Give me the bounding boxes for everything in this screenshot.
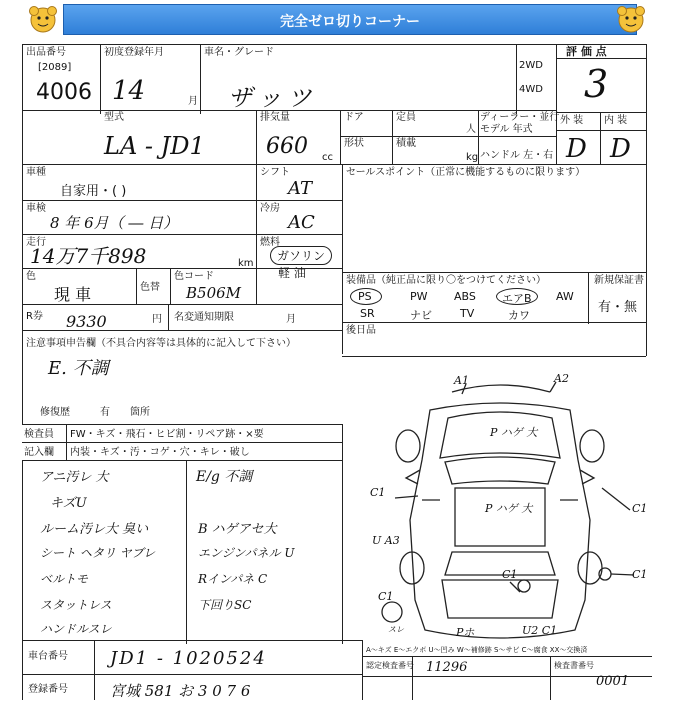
color-code-label: 色コード	[174, 271, 214, 282]
displacement-label: 排気量	[260, 112, 290, 123]
diagram-mark-a1: A1	[454, 374, 469, 387]
dealer-label: ディーラー・並行	[480, 112, 560, 123]
wd4-label: 4WD	[519, 84, 543, 95]
equip-pw: PW	[410, 290, 428, 303]
diagram-mark-rear-p: Pホ	[456, 626, 475, 639]
remark-right-2: B ハゲアセ大	[198, 522, 277, 537]
model-value: LA - JD1	[104, 132, 205, 160]
retrofit-label: 後日品	[346, 325, 376, 336]
diagram-mark-rear-c1: C1	[632, 568, 648, 581]
diagram-mark-hood: P ハゲ 大	[490, 426, 538, 439]
first-reg-label: 初度登録年月	[104, 47, 164, 58]
diagram-mark-trunk-c1: C1	[502, 568, 518, 581]
reg-no-value: 宮城 581 お 3 0 7 6	[110, 682, 251, 700]
load-label: 積載	[396, 138, 416, 149]
equipment-label: 装備品（純正品に限り〇をつけてください）	[346, 275, 546, 286]
sales-point-label: セールスポイント（正常に機能するものに限ります）	[346, 167, 586, 178]
light-oil-label: 軽 油	[278, 266, 306, 280]
notes-line: E. 不調	[48, 358, 109, 379]
usage-label: 車種	[26, 167, 46, 178]
diagram-mark-left-c1: C1	[370, 486, 386, 499]
inspector-items: FW・キズ・飛石・ヒビ割・リペア跡・×要	[70, 429, 264, 440]
seal-no-value: 11296	[426, 660, 468, 675]
person-label: 人	[466, 124, 476, 135]
inspection-value: 8 年 6月（ ― 日）	[50, 214, 179, 232]
recycle-label: R券	[26, 311, 43, 322]
diagram-mark-u2: U2 C1	[522, 624, 558, 637]
model-label: 型式	[104, 112, 124, 123]
capacity-label: 定員	[396, 112, 416, 123]
color-swatch-label: 色替	[140, 282, 160, 293]
chassis-no-value: JD1 - 1020524	[110, 648, 267, 669]
lot-no-label: 出品番号	[26, 47, 66, 58]
remark-right-5: 下回りSC	[198, 598, 252, 612]
cooler-label: 冷房	[260, 203, 280, 214]
yen-label: 円	[152, 314, 162, 325]
usage-value: 自家用・( )	[60, 184, 127, 199]
remark-left-5: ベルトモ	[40, 572, 89, 586]
shape-label: 形状	[344, 138, 364, 149]
lot-ref: [2089]	[38, 62, 72, 73]
color-value: 現 車	[54, 285, 92, 304]
color-label: 色	[26, 271, 36, 282]
caution-label: 注意事項申告欄（不具合内容等は具体的に記入して下さい）	[26, 338, 296, 349]
door-label: ドア	[344, 112, 364, 123]
equip-aw: AW	[556, 290, 574, 303]
remark-left-2: キズU	[50, 496, 87, 511]
equip-leather: カワ	[508, 309, 530, 322]
km-label: km	[238, 258, 254, 269]
remark-right-1: E/g 不調	[196, 469, 253, 485]
kg-label: kg	[466, 152, 479, 163]
model-year-label: モデル 年式	[480, 124, 533, 135]
diagram-mark-roof: P ハゲ 大	[485, 502, 533, 515]
remark-right-4: Rインパネ C	[198, 572, 268, 586]
equip-tv: TV	[460, 307, 475, 320]
equip-navi: ナビ	[410, 309, 432, 322]
reg-no-label: 登録番号	[28, 684, 68, 695]
report-label: 記入欄	[24, 447, 54, 458]
equip-airbag: エアB	[502, 292, 532, 305]
inspector-label: 検査員	[24, 429, 54, 440]
handle-label: ハンドル 左・右	[480, 150, 554, 161]
notice-month-label: 月	[286, 314, 296, 325]
wd2-label: 2WD	[519, 60, 543, 71]
remark-left-4: シート ヘタリ ヤブレ	[40, 546, 156, 560]
car-name-label: 車名・グレード	[204, 47, 274, 58]
lot-no-value: 4006	[36, 80, 92, 105]
cc-label: cc	[322, 152, 333, 163]
inspect-code-value: 0001	[596, 674, 630, 689]
color-code-value: B506M	[186, 284, 242, 302]
mileage-value: 14万7千898	[30, 244, 147, 268]
seal-no-label: 認定検査番号	[366, 661, 414, 670]
first-reg-year: 14	[112, 76, 146, 106]
remark-left-1: アニ汚レ 大	[40, 470, 109, 485]
remark-left-3: ルーム汚レ大 臭い	[40, 522, 149, 537]
diagram-mark-a3: U A3	[372, 534, 400, 547]
damage-legend: A～キズ E～エクボ U～凹み W～補修跡 S～サビ C～腐食 XX～交換済	[366, 646, 588, 654]
remark-left-6: スタットレス	[40, 598, 112, 612]
header-title: 完全ゼロ切りコーナー	[280, 14, 420, 30]
shift-label: シフト	[260, 167, 290, 178]
displacement-value: 660	[266, 134, 308, 159]
repair-history-label: 修復歴	[40, 407, 70, 418]
nonstd-equipment-label: 新規保証書	[594, 275, 644, 286]
interior-value: D	[610, 134, 631, 164]
diagram-mark-right-c1: C1	[632, 502, 648, 515]
recycle-value: 9330	[66, 312, 107, 331]
shift-value: AT	[288, 178, 313, 199]
score-label: 評 価 点	[566, 45, 607, 58]
notice-deadline-label: 名変通知期限	[174, 312, 234, 323]
remark-left-7: ハンドルスレ	[40, 622, 112, 636]
inspect-code-label: 検査書番号	[554, 661, 594, 670]
exterior-label: 外 装	[560, 115, 584, 126]
cooler-value: AC	[288, 212, 315, 233]
equip-sr: SR	[360, 307, 375, 320]
repair-yes-label: 有	[100, 407, 110, 418]
exterior-value: D	[566, 134, 587, 164]
equip-ps: PS	[358, 290, 372, 303]
diagram-mark-scuff: スレ	[388, 625, 404, 634]
mileage-label: 走行	[26, 237, 46, 248]
diagram-mark-rl-c1: C1	[378, 590, 394, 603]
interior-label: 内 装	[604, 115, 628, 126]
diagram-mark-a2: A2	[554, 372, 569, 385]
car-name-value: ザッツ	[228, 84, 318, 112]
repair-place-label: 箇所	[130, 407, 150, 418]
fuel-value: ガソリン	[270, 246, 332, 265]
first-reg-month-label: 月	[188, 96, 198, 107]
inspection-label: 車検	[26, 203, 46, 214]
equip-yes-no: 有・無	[598, 300, 638, 315]
remark-right-3: エンジンパネル U	[198, 546, 295, 560]
fuel-label: 燃料	[260, 237, 280, 248]
report-items: 内装・キズ・汚・コゲ・穴・キレ・破し	[70, 447, 250, 458]
chassis-no-label: 車台番号	[28, 651, 68, 662]
score-value: 3	[584, 62, 609, 106]
equip-abs: ABS	[454, 290, 476, 303]
